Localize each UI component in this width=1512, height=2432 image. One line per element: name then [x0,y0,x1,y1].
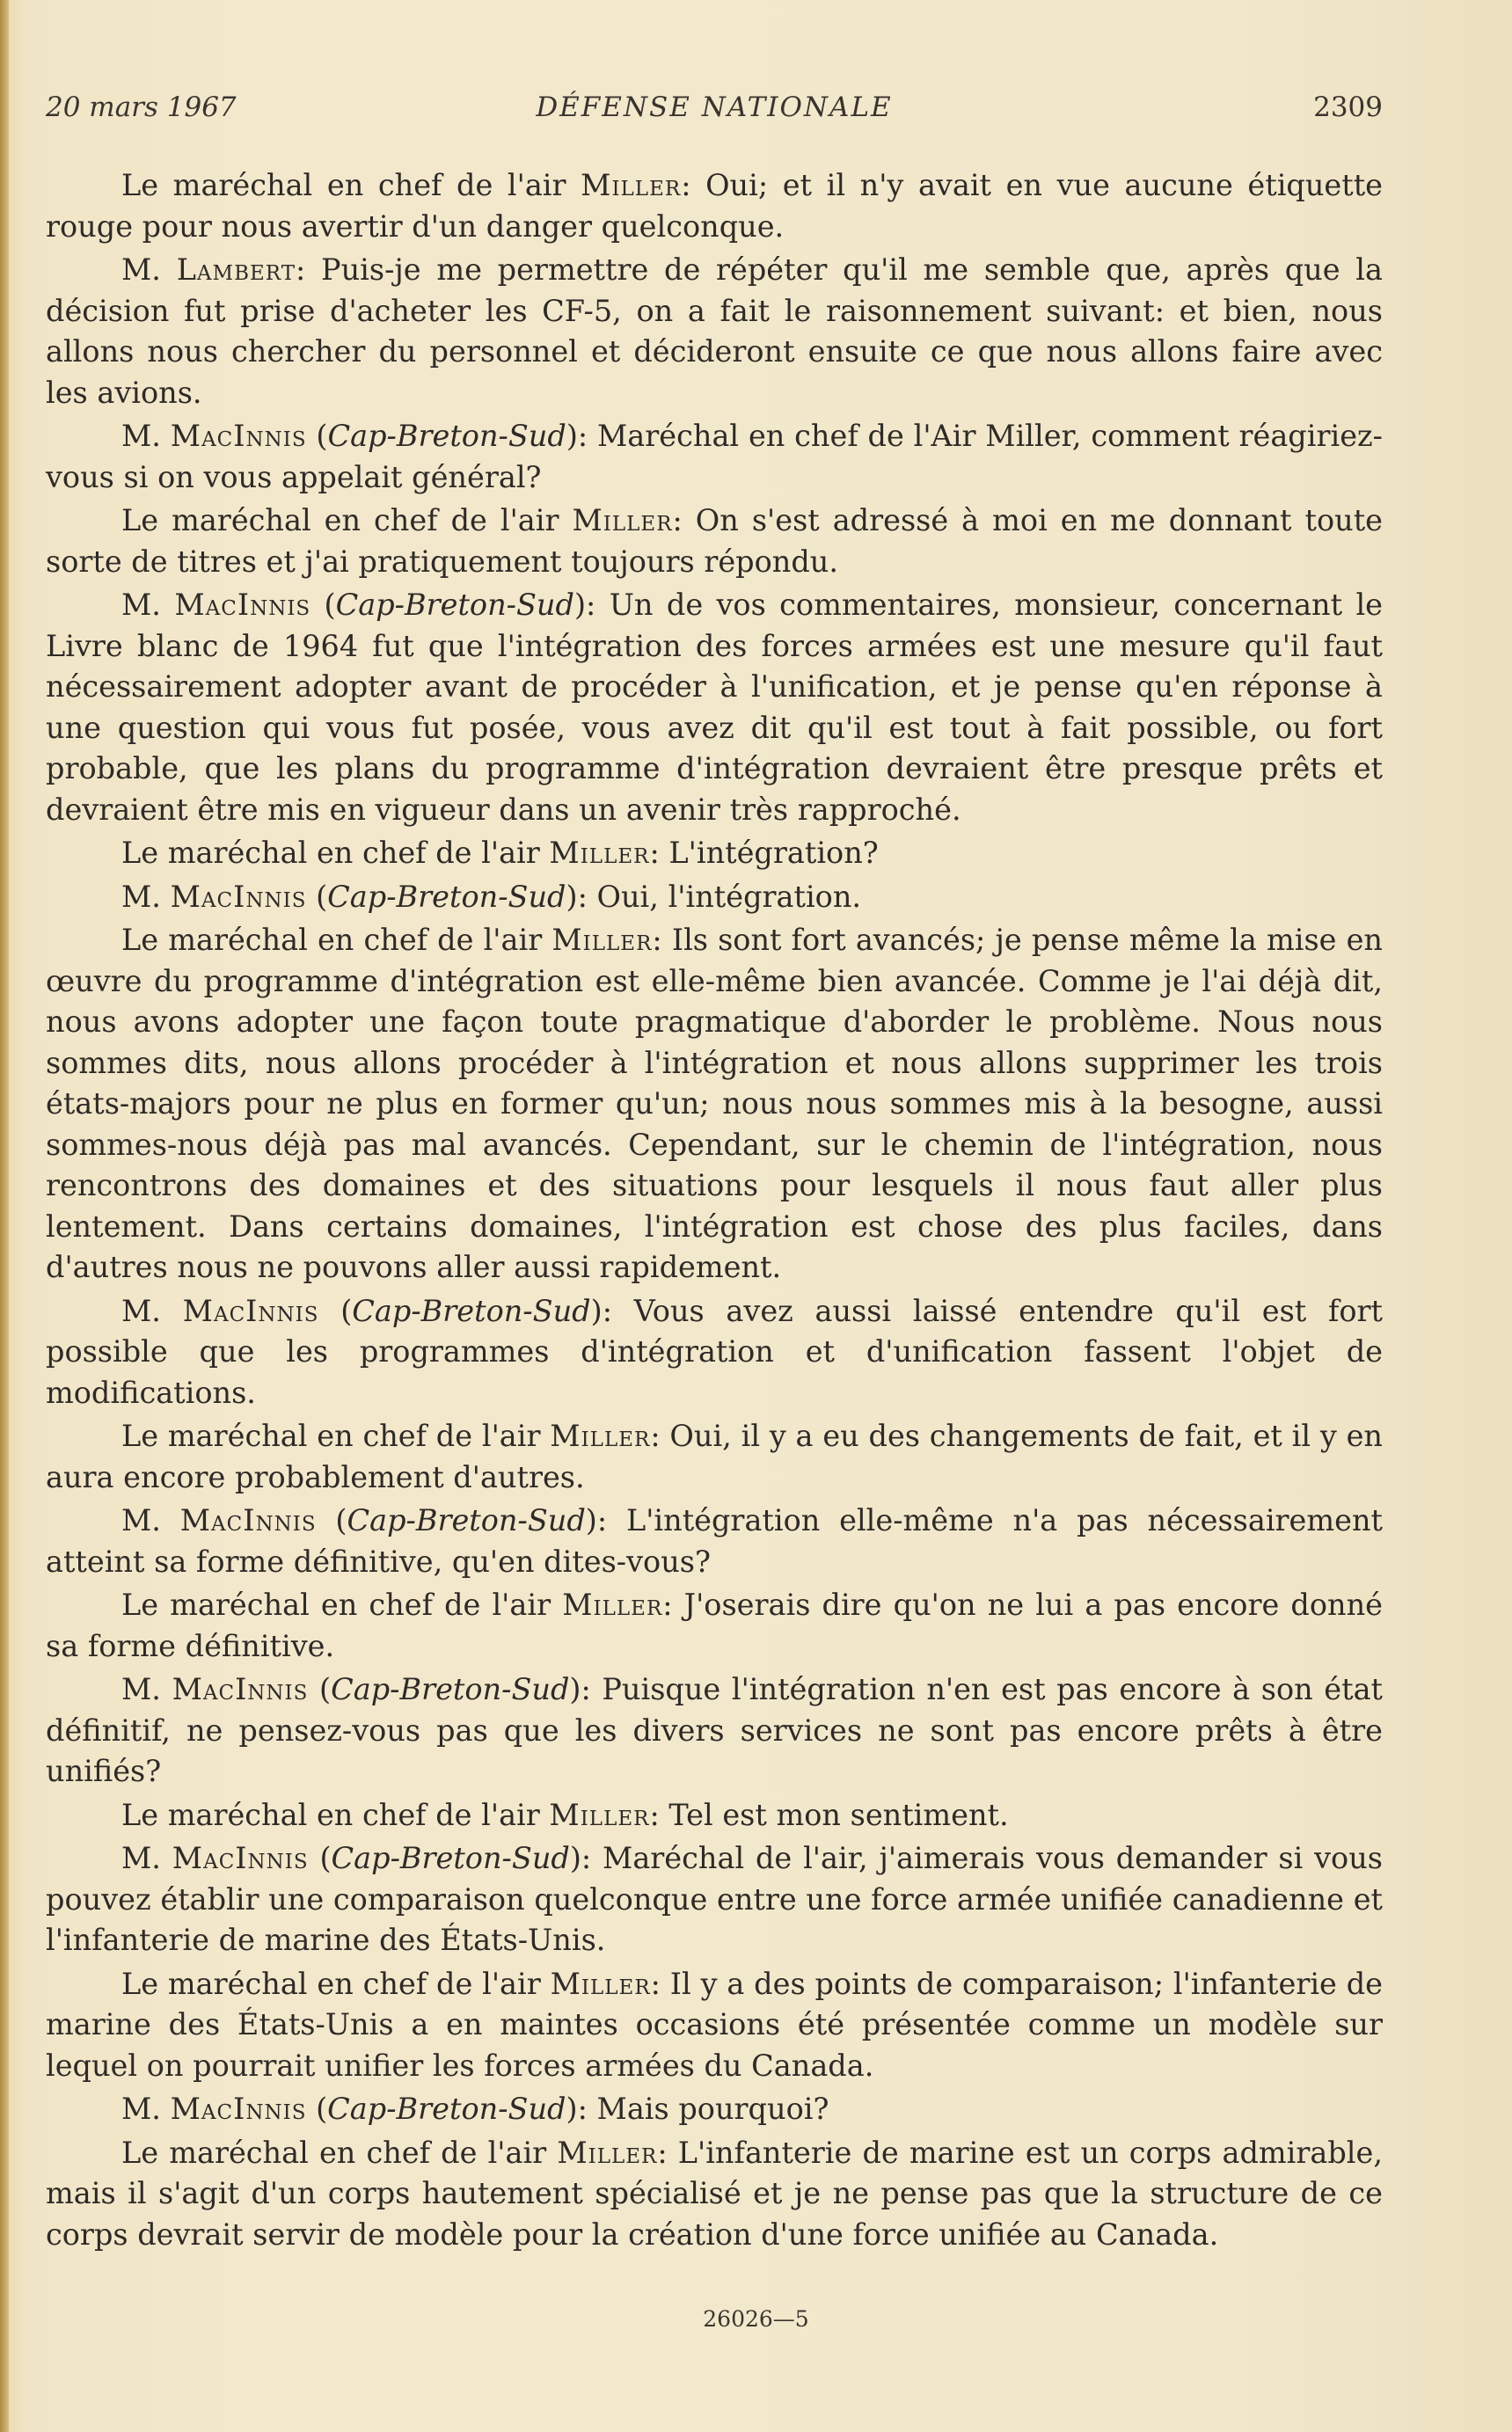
transcript-paragraph [46,500,1383,582]
riding-open-paren: ( [308,1672,332,1706]
riding-open-paren: ( [316,1503,347,1537]
speaker-name: Miller [562,1588,663,1622]
paragraph-text: : Mais pourquoi? [577,2092,829,2126]
transcript-paragraph [46,877,1383,918]
printer-signature: 26026—5 [703,2306,809,2332]
speaker-name: Miller [549,836,650,870]
speaker-title: Le maréchal en chef de l'air [121,1797,550,1832]
book-spine-edge [0,0,9,2432]
paragraph-text: : Vous avez aussi laissé entendre qu'il est fort possible que les programmes d'intégration et d'unification fassent l'objet de modifications. [46,1293,1383,1410]
riding-close-paren: ) [569,1841,581,1875]
paragraph-text: : Oui, l'intégration. [577,879,862,914]
transcript-paragraph [46,833,1383,874]
riding-open-paren: ( [310,588,336,622]
riding-open-paren: ( [308,1841,332,1875]
speaker-riding: Cap-Breton-Sud [352,1293,591,1328]
speaker-title: Le maréchal en chef de l'air [121,1966,551,2001]
speaker-riding: Cap-Breton-Sud [331,1672,570,1706]
speaker-title: M. [121,1841,172,1875]
paragraph-text: : L'infanterie de marine est un corps admirable, mais il s'agit d'un corps hautement spécialisé et je ne pense pas que la structure de ce corps devrait servir de modèle pour la création d'une force unifiée au Canada. [46,2135,1383,2252]
speaker-name: MacInnis [172,1841,309,1875]
paragraph-text: : Maréchal de l'air, j'aimerais vous demander si vous pouvez établir une comparaison quelconque entre une force armée unifiée canadienne et l'infanterie de marine des États-Unis. [46,1841,1383,1957]
transcript-paragraph [46,1964,1383,2087]
speaker-title: Le maréchal en chef de l'air [121,2135,558,2170]
speaker-riding: Cap-Breton-Sud [331,1841,570,1875]
transcript-paragraph [46,1795,1383,1837]
header-date: 20 mars 1967 [46,91,237,123]
riding-close-paren: ) [569,1672,581,1706]
speaker-name: MacInnis [170,2092,307,2126]
transcript-paragraph [46,2133,1383,2256]
transcript-paragraph [46,1416,1383,1498]
paragraph-text: : J'oserais dire qu'on ne lui a pas encore donné sa forme définitive. [46,1588,1384,1663]
riding-close-paren: ) [566,2092,578,2126]
riding-open-paren: ( [306,419,328,453]
riding-close-paren: ) [573,588,587,622]
riding-open-paren: ( [306,879,328,914]
paragraph-text: : Oui; et il n'y avait en vue aucune étiquette rouge pour nous avertir d'un danger quelconque. [46,168,1384,244]
transcript-paragraph [46,1585,1383,1667]
riding-close-paren: ) [566,419,578,453]
speaker-title: M. [121,588,175,622]
transcript-paragraph [46,416,1383,498]
speaker-riding: Cap-Breton-Sud [327,879,566,914]
paragraph-text: : On s'est adressé à moi en me donnant toute sorte de titres et j'ai pratiquement toujours répondu. [46,503,1384,579]
speaker-riding: Cap-Breton-Sud [335,588,574,622]
speaker-title: M. [121,879,171,914]
paragraph-text: : Puisque l'intégration n'en est pas encore à son état définitif, ne pensez-vous pas que les divers services ne sont pas encore prêts à être unifiés? [46,1672,1384,1788]
paragraph-text: : Ils sont fort avancés; je pense même la mise en œuvre du programme d'intégration est elle-même bien avancée. Comme je l'ai déjà dit, nous avons adopter une façon toute pragmatique d'aborder le problème. Nous nous sommes dits, nous allons procéder à l'intégration et nous allons supprimer les trois états-majors pour ne plus en former qu'un; nous nous sommes mis à la besogne, aussi sommes-nous déjà pas mal avancés. Cependant, sur le chemin de l'intégration, nous rencontrons des domaines et des situations pour lesquels il nous faut aller plus lentement. Dans certains domaines, l'intégration est chose des plus faciles, dans d'autres nous ne pouvons aller aussi rapidement. [46,923,1383,1284]
transcript-paragraph [46,920,1383,1289]
transcript-paragraph [46,2089,1383,2130]
speaker-name: MacInnis [182,1293,319,1328]
transcript-paragraph [46,1291,1383,1414]
speaker-name: MacInnis [179,1503,317,1537]
speaker-name: Miller [572,503,673,537]
speaker-title: Le maréchal en chef de l'air [121,168,581,202]
speaker-riding: Cap-Breton-Sud [327,419,566,453]
speaker-riding: Cap-Breton-Sud [327,2092,566,2126]
riding-open-paren: ( [318,1293,353,1328]
speaker-title: M. [121,1672,172,1706]
speaker-name: Miller [550,1419,651,1453]
speaker-name: Miller [557,2135,658,2170]
speaker-name: MacInnis [170,879,307,914]
speaker-title: Le maréchal en chef de l'air [121,1419,551,1453]
paragraph-text: : Maréchal en chef de l'Air Miller, comment réagiriez-vous si on vous appelait général? [46,419,1383,494]
transcript-paragraph [46,1669,1383,1793]
speaker-title: Le maréchal en chef de l'air [121,836,550,870]
transcript-paragraph [46,585,1383,830]
speaker-riding: Cap-Breton-Sud [347,1503,586,1537]
header-title: DÉFENSE NATIONALE [536,91,893,123]
paragraph-text: : L'intégration elle-même n'a pas nécessairement atteint sa forme définitive, qu'en dites-vous? [46,1503,1383,1579]
speaker-name: MacInnis [170,419,307,453]
riding-open-paren: ( [306,2092,328,2126]
paragraph-text: : Il y a des points de comparaison; l'infanterie de marine des États-Unis a en maintes occasions été présentée comme un modèle sur lequel on pourrait unifier les forces armées du Canada. [46,1966,1383,2083]
speaker-title: M. [121,1293,183,1328]
speaker-title: Le maréchal en chef de l'air [121,923,552,957]
speaker-name: Lambert [176,252,296,287]
speaker-name: Miller [549,1797,650,1832]
speaker-title: Le maréchal en chef de l'air [121,1588,563,1622]
paragraph-text: : Puis-je me permettre de répéter qu'il me semble que, après que la décision fut prise d'acheter les CF-5, on a fait le raisonnement suivant: et bien, nous allons nous chercher du personnel et décideront ensuite ce que nous allons faire avec les avions. [46,252,1383,410]
riding-close-paren: ) [590,1293,603,1328]
transcript-paragraph [46,165,1383,247]
speaker-name: Miller [581,168,682,202]
speaker-title: M. [121,1503,180,1537]
speaker-title: M. [121,2092,171,2126]
speaker-name: MacInnis [172,1672,309,1706]
riding-close-paren: ) [566,879,578,914]
riding-close-paren: ) [585,1503,597,1537]
paragraph-text: : L'intégration? [649,836,879,870]
speaker-name: Miller [550,1966,651,2001]
transcript-paragraph [46,1838,1383,1961]
speaker-title: M. [121,419,171,453]
paragraph-text: : Oui, il y a eu des changements de fait, et il y en aura encore probablement d'autres. [46,1419,1384,1494]
speaker-title: M. [121,252,177,287]
paragraph-text: : Un de vos commentaires, monsieur, concernant le Livre blanc de 1964 fut que l'intégration des forces armées est une mesure qu'il faut nécessairement adopter avant de procéder à l'unification, et je pense qu'en réponse à une question qui vous fut posée, vous avez dit qu'il est tout à fait possible, ou fort probable, que les plans du programme d'intégration devraient être presque prêts et devraient être mis en vigueur dans un avenir très rapproché. [46,588,1384,827]
page-number: 2309 [1313,91,1383,123]
running-header [46,91,1383,132]
transcript-paragraph [46,1501,1383,1582]
speaker-name: MacInnis [174,588,311,622]
transcript-body [46,165,1383,2258]
transcript-paragraph [46,250,1383,413]
speaker-name: Miller [551,923,653,957]
paragraph-text: : Tel est mon sentiment. [649,1797,1009,1832]
speaker-title: Le maréchal en chef de l'air [121,503,573,537]
